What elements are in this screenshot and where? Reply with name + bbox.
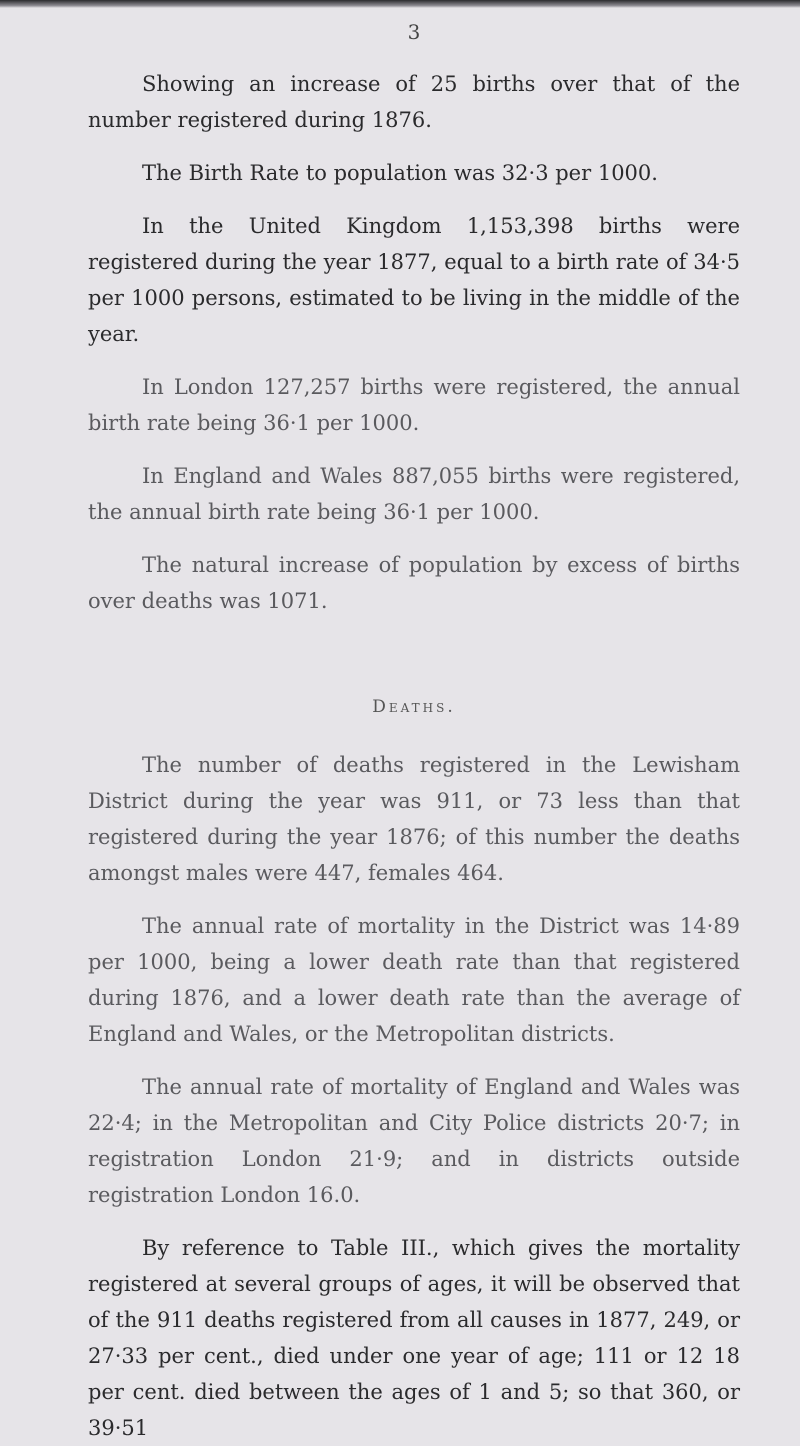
paragraph-comparative-mortality: The annual rate of mortality of England and Wales was 22·4; in the Metropolitan and City Police districts 20·7; in registration London 21·9; and in districts outside registration London 16.0.: [88, 1075, 740, 1207]
paragraph-age-groups: By reference to Table III., which gives the mortality registered at several groups of ages, it will be observed that of the 911 deaths registered from all causes in 1877, 249, or 27·33 per cent., died under one year of age; 111 or 12 18 per cent. died between the ages of 1 and 5; so that 360, or 39·51: [88, 1236, 740, 1440]
deaths-section: [88, 747, 740, 1446]
paragraph-united-kingdom-births: In the United Kingdom 1,153,398 births were registered during the year 1877, equal to a birth rate of 34·5 per 1000 persons, estimated to be living in the middle of the year.: [88, 214, 740, 346]
page-top-edge: [0, 0, 800, 8]
paragraph-natural-increase: The natural increase of population by excess of births over deaths was 1071.: [88, 553, 740, 613]
paragraph-england-wales-births: In England and Wales 887,055 births were registered, the annual birth rate being 36·1 per 1000.: [88, 464, 740, 524]
paragraph-london-births: In London 127,257 births were registered, the annual birth rate being 36·1 per 1000.: [88, 375, 740, 435]
paragraph-deaths-registered: The number of deaths registered in the Lewisham District during the year was 911, or 73 less than that registered during the year 1876; of this number the deaths amongst males were 447, females 464.: [88, 753, 740, 885]
section-heading-deaths: Deaths.: [372, 697, 456, 717]
document-page: [88, 20, 740, 1440]
paragraph-birth-rate: The Birth Rate to population was 32·3 per 1000.: [142, 161, 658, 185]
paragraph-district-mortality: The annual rate of mortality in the District was 14·89 per 1000, being a lower death rate than that registered during 1876, and a lower death rate than the average of England and Wales, or the Metropolitan districts.: [88, 914, 740, 1046]
page-number: 3: [407, 20, 421, 44]
paragraph-births-increase: Showing an increase of 25 births over that of the number registered during 1876.: [88, 72, 740, 132]
births-section: [88, 66, 740, 619]
